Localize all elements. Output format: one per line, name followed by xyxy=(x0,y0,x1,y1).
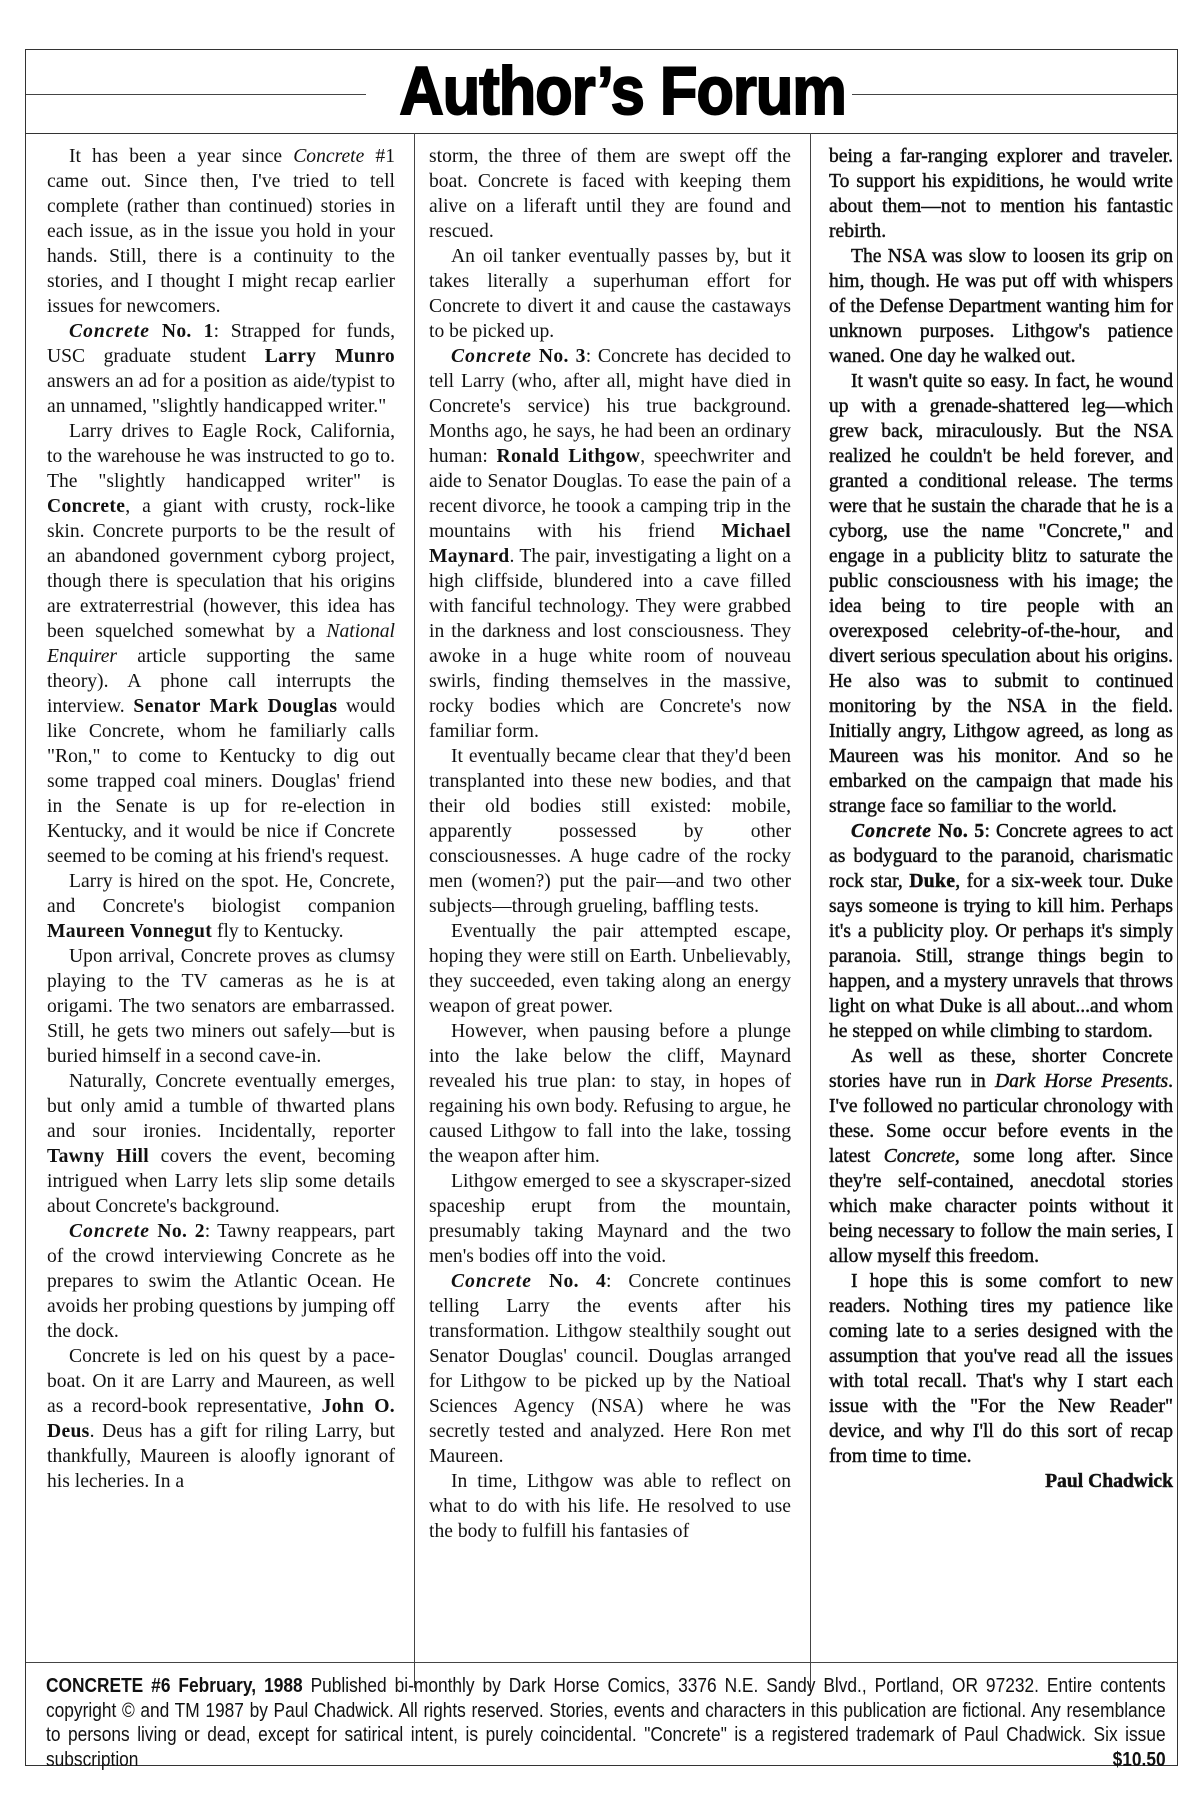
text-run: covers the event, becoming intrigued when Larry lets slip some details about Concrete's background. xyxy=(47,1146,395,1217)
text-run: : Concrete continues telling Larry the events after his transformation. Lithgow stealthily sought out Senator Douglas' council. Douglas arranged for Lithgow to be picked up by the Natioal Sciences Agency (NSA) where he was secretly tested and analyzed. Here Ron met Maureen. xyxy=(429,1271,791,1467)
text-run: The NSA was slow to loosen its grip on him, though. He was put off with whispers of the Defense Department wanting him for unknown purposes. Lithgow's patience waned. One day he walked out. xyxy=(829,246,1173,367)
emphasized-text: Ronald Lithgow xyxy=(496,446,641,467)
column-divider xyxy=(414,133,415,1688)
text-run: As well as these, shorter Concrete stories have run in xyxy=(829,1046,1173,1092)
emphasized-text: Concrete xyxy=(293,146,365,167)
text-column-2 xyxy=(429,144,791,1544)
text-run: , for a six-week tour. Duke says someone is trying to kill him. Perhaps it's a publicity ploy. Or perhaps it's simply paranoia. Still, strange things begin to happen, and a mystery unravels that throws light on what Duke is all about...and whom he stepped on while climbing to stardom. xyxy=(829,871,1173,1042)
text-run: : Tawny reappears, part of the crowd interviewing Concrete as he prepares to swim the Atlantic Ocean. He avoids her probing questions by jumping off the dock. xyxy=(47,1221,395,1342)
paragraph xyxy=(429,1019,791,1169)
paragraph xyxy=(47,144,395,319)
text-run: : Concrete agrees to act as bodyguard to the paranoid, charismatic rock star, xyxy=(829,821,1173,892)
title-rule-right xyxy=(852,94,1177,95)
text-run: I hope this is some comfort to new readers. Nothing tires my patience like coming late to a series designed with the assumption that you've read all the issues with total recall. That's why I start each issue with the "For the New Reader" device, and why I'll do this sort of recap from time to time. xyxy=(829,1271,1173,1467)
text-run: , speechwriter and aide to Senator Douglas. To ease the pain of a recent divorce, he toook a camping trip in the mountains with his friend xyxy=(429,446,792,542)
footer-rule xyxy=(26,1662,1177,1663)
text-run: Lithgow emerged to see a skyscraper-sized spaceship erupt from the mountain, presumably taking Maynard and the two men's bodies off into the void. xyxy=(429,1171,791,1267)
emphasized-text: Maureen Vonnegut xyxy=(47,921,213,942)
emphasized-text: Tawny Hill xyxy=(47,1146,150,1167)
text-column-3 xyxy=(829,144,1173,1494)
paragraph xyxy=(47,1344,395,1494)
paragraph xyxy=(47,944,395,1069)
paragraph xyxy=(829,369,1173,819)
text-column-1 xyxy=(47,144,395,1494)
text-run: article supporting the same theory). A phone call interrupts the interview. xyxy=(47,646,395,717)
publication-footer xyxy=(46,1674,1166,1772)
emphasized-text: Concrete xyxy=(451,1271,532,1292)
emphasized-text: No. 4 xyxy=(531,1271,607,1292)
emphasized-text: Duke xyxy=(909,871,956,892)
text-run: #1 came out. Since then, I've tried to tell complete (rather than continued) stories in each issue, as in the issue you hold in your hands. Still, there is a continuity to the stories, and I thought I might recap earlier issues for newcomers. xyxy=(47,146,395,317)
paragraph xyxy=(429,744,791,919)
paragraph xyxy=(47,319,395,419)
emphasized-text: No. 1 xyxy=(149,321,214,342)
text-run: It eventually became clear that they'd been transplanted into these new bodies, and that their old bodies still existed: mobile, apparently possessed by other consciousnesses. A huge cadre of the rocky men (women?) put the pair—and two other subjects—through grueling, baffling tests. xyxy=(429,746,791,917)
paragraph xyxy=(829,819,1173,1044)
text-run: would like Concrete, whom he familiarly calls "Ron," to come to Kentucky to dig out some trapped coal miners. Douglas' friend in the Senate is up for re-election in Kentucky, and it would be nice if Concrete seemed to be coming at his friend's request. xyxy=(47,696,395,867)
paragraph xyxy=(829,1044,1173,1269)
emphasized-text: $10.50 xyxy=(1112,1747,1166,1771)
emphasized-text: Senator Mark Douglas xyxy=(133,696,338,717)
text-run: It has been a year since xyxy=(69,146,294,167)
emphasized-text: No. 2 xyxy=(149,1221,205,1242)
paragraph xyxy=(429,144,791,244)
paragraph xyxy=(429,1269,791,1469)
article-frame xyxy=(25,49,1178,1771)
text-run: . The pair, investigating a light on a high cliffside, blundered into a cave filled with fanciful technology. They were grabbed in the darkness and lost consciousness. They awoke in a huge white room of nouveau swirls, finding themselves in the massive, rocky bodies which are Concrete's now familiar form. xyxy=(429,546,791,742)
text-run: Upon arrival, Concrete proves as clumsy playing to the TV cameras as he is at origami. The two senators are embarrassed. Still, he gets two miners out safely—but is buried himself in a second cave-in. xyxy=(47,946,395,1067)
text-run: : Strapped for funds, USC graduate student xyxy=(47,321,395,367)
text-run: Eventually the pair attempted escape, hoping they were still on Earth. Unbelievably, they succeeded, even taking along an energy weapon of great power. xyxy=(429,921,791,1017)
text-run: Larry is hired on the spot. He, Concrete, and Concrete's biologist companion xyxy=(47,871,395,917)
column-divider xyxy=(810,133,811,1688)
text-run: Larry drives to Eagle Rock, California, to the warehouse he was instructed to go to. The "slightly handicapped writer" is xyxy=(47,421,395,492)
text-run: Concrete is led on his quest by a pace-boat. On it are Larry and Maureen, as well as a record-book representative, xyxy=(47,1346,395,1417)
title-band xyxy=(26,50,1177,134)
text-run: However, when pausing before a plunge into the lake below the cliff, Maynard revealed his true plan: to stay, in hopes of regaining his own body. Refusing to argue, he caused Lithgow to fall into the lake, tossing the weapon after him. xyxy=(429,1021,791,1167)
text-run: : Concrete has decided to tell Larry (who, after all, might have died in Concrete's service) his true background. Months ago, he says, he had been an ordinary human: xyxy=(429,346,791,467)
emphasized-text: Concrete xyxy=(851,821,932,842)
text-run: fly to Kentucky. xyxy=(212,921,344,942)
emphasized-text: National Enquirer xyxy=(47,621,395,667)
text-run: . I've followed no particular chronology with these. Some occur before events in the latest xyxy=(829,1071,1173,1167)
text-run: , a giant with crusty, rock-like skin. Concrete purports to be the result of an abandoned government cyborg project, though there is speculation that his origins are extraterrestrial (however, this idea has been squelched somewhat by a xyxy=(47,496,395,642)
emphasized-text: Concrete xyxy=(451,346,532,367)
emphasized-text: No. 3 xyxy=(531,346,586,367)
paragraph xyxy=(429,344,791,744)
paragraph xyxy=(829,144,1173,244)
emphasized-text: Concrete xyxy=(47,496,126,517)
text-run: An oil tanker eventually passes by, but it takes literally a superhuman effort for Concrete to divert it and cause the castaways to be picked up. xyxy=(429,246,791,342)
text-run: Naturally, Concrete eventually emerges, but only amid a tumble of thwarted plans and sour ironies. Incidentally, reporter xyxy=(47,1071,395,1142)
emphasized-text: Michael Maynard xyxy=(429,521,791,567)
emphasized-text: Concrete xyxy=(883,1146,955,1167)
text-run: storm, the three of them are swept off the boat. Concrete is faced with keeping them alive on a liferaft until they are found and rescued. xyxy=(429,146,791,242)
paragraph xyxy=(829,1269,1173,1469)
paragraph xyxy=(429,1169,791,1269)
paragraph xyxy=(47,869,395,944)
text-run: In time, Lithgow was able to reflect on what to do with his life. He resolved to use the body to fulfill his fantasies of xyxy=(429,1471,791,1542)
paragraph xyxy=(47,419,395,869)
text-run: . Deus has a gift for riling Larry, but thankfully, Maureen is aloofly ignorant of his lecheries. In a xyxy=(47,1421,395,1492)
paragraph xyxy=(429,1469,791,1544)
emphasized-text: No. 5 xyxy=(931,821,985,842)
emphasized-text: Concrete xyxy=(69,321,150,342)
paragraph xyxy=(429,919,791,1019)
paragraph xyxy=(47,1219,395,1344)
page-title: Author’s Forum xyxy=(399,53,846,129)
text-run: Published bi-monthly by Dark Horse Comics, 3376 N.E. Sandy Blvd., Portland, OR 97232. Entire contents copyright © and TM 1987 by Paul Chadwick. All rights reserved. Stories, events and characters in this publication are fictional. Any resemblance to persons living or dead, except for satirical intent, is purely coincidental. "Concrete" is a registered trademark of Paul Chadwick. Six issue subscription xyxy=(46,1674,1166,1771)
emphasized-text: Concrete xyxy=(69,1221,150,1242)
text-run: It wasn't quite so easy. In fact, he wound up with a grenade-shattered leg—which grew back, miraculously. But the NSA realized he couldn't be held forever, and granted a conditional release. The terms were that he sustain the charade that he is a cyborg, use the name "Concrete," and engage in a publicity blitz to saturate the public consciousness with his image; the idea being to tire people with an overexposed celebrity-of-the-hour, and divert serious speculation about his origins. He also was to submit to continued monitoring by the NSA in the field. Initially angry, Lithgow agreed, as long as Maureen was his monitor. And so he embarked on the campaign that made his strange face so familiar to the world. xyxy=(829,371,1173,817)
title-rule-left xyxy=(26,94,366,95)
emphasized-text: CONCRETE #6 February, 1988 xyxy=(46,1674,303,1697)
text-run: being a far-ranging explorer and traveler. To support his expiditions, he would write about them—not to mention his fantastic rebirth. xyxy=(829,146,1173,242)
emphasized-text: Dark Horse Presents xyxy=(994,1071,1169,1092)
text-run: , some long after. Since they're self-contained, anecdotal stories which make character points without it being necessary to follow the main series, I allow myself this freedom. xyxy=(829,1146,1174,1267)
emphasized-text: John O. Deus xyxy=(47,1396,396,1442)
author-signature: Paul Chadwick xyxy=(1045,1471,1173,1492)
emphasized-text: Larry Munro xyxy=(264,346,395,367)
text-run: answers an ad for a position as aide/typist to an unnamed, "slightly handicapped writer." xyxy=(47,371,395,417)
paragraph xyxy=(47,1069,395,1219)
paragraph xyxy=(829,244,1173,369)
paragraph xyxy=(429,244,791,344)
